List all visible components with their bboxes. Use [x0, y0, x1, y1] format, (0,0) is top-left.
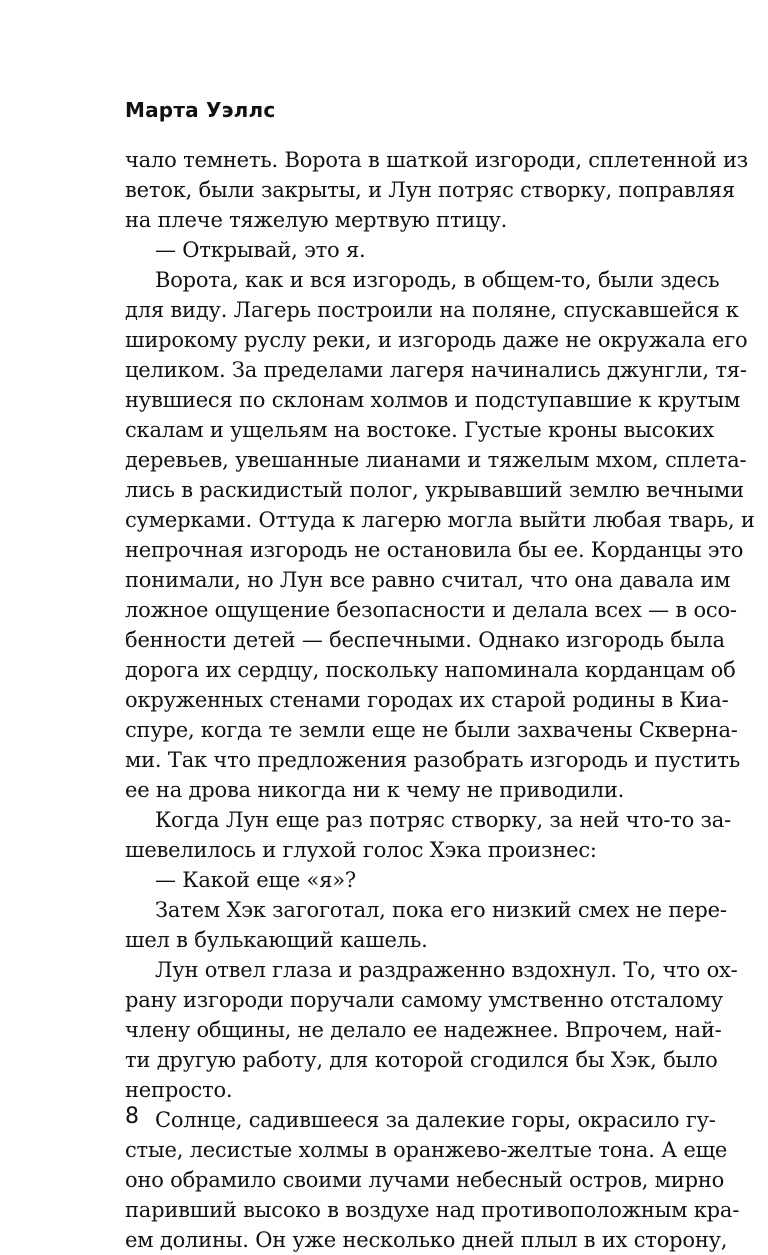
text-line: лись в раскидистый полог, укрывавший землю вечными	[125, 478, 744, 502]
text-line: непрочная изгородь не остановила бы ее. Корданцы это	[125, 538, 744, 562]
text-line: ми. Так что предложения разобрать изгородь и пустить	[125, 748, 740, 772]
text-line: рану изгороди поручали самому умственно отсталому	[125, 988, 723, 1012]
text-line: шел в булькающий кашель.	[125, 928, 428, 952]
text-line: — Какой еще «я»?	[155, 868, 356, 892]
text-line: ложное ощущение безопасности и делала всех — в осо-	[125, 598, 737, 622]
text-line: спуре, когда те земли еще не были захвачены Скверна-	[125, 718, 738, 742]
text-line: ее на дрова никогда ни к чему не приводили.	[125, 778, 625, 802]
text-line: — Открывай, это я.	[155, 238, 366, 262]
text-line: члену общины, не делало ее надежнее. Впрочем, най-	[125, 1018, 722, 1042]
text-line: оно обрамило своими лучами небесный остров, мирно	[125, 1168, 725, 1192]
text-line: чало темнеть. Ворота в шаткой изгороди, сплетенной из	[125, 148, 749, 172]
text-line: веток, были закрыты, и Лун потряс створку, поправляя	[125, 178, 735, 202]
text-line: Лун отвел глаза и раздраженно вздохнул. То, что ох-	[155, 958, 738, 982]
body-text	[125, 145, 755, 1255]
text-line: Когда Лун еще раз потряс створку, за ней что-то за-	[155, 808, 732, 832]
text-line: ти другую работу, для которой сгодился бы Хэк, было	[125, 1048, 718, 1072]
text-line: сумерками. Оттуда к лагерю могла выйти любая тварь, и	[125, 508, 755, 532]
text-line: дорога их сердцу, поскольку напоминала корданцам об	[125, 658, 736, 682]
text-line: стые, лесистые холмы в оранжево-желтые тона. А еще	[125, 1138, 728, 1162]
text-line: паривший высоко в воздухе над противоположным кра-	[125, 1198, 740, 1222]
text-line: скалам и ущельям на востоке. Густые кроны высоких	[125, 418, 715, 442]
text-line: широкому руслу реки, и изгородь даже не окружала его	[125, 328, 748, 352]
text-line: шевелилось и глухой голос Хэка произнес:	[125, 838, 597, 862]
text-line: для виду. Лагерь построили на поляне, спускавшейся к	[125, 298, 739, 322]
text-line: понимали, но Лун все равно считал, что она давала им	[125, 568, 731, 592]
text-line: окруженных стенами городах их старой родины в Киа-	[125, 688, 729, 712]
text-line: Ворота, как и вся изгородь, в общем-то, были здесь	[155, 268, 720, 292]
text-line: целиком. За пределами лагеря начинались джунгли, тя-	[125, 358, 747, 382]
text-line: деревьев, увешанные лианами и тяжелым мхом, сплета-	[125, 448, 747, 472]
text-line: бенности детей — беспечными. Однако изгородь была	[125, 628, 725, 652]
text-line: ем долины. Он уже несколько дней плыл в их сторону,	[125, 1228, 728, 1252]
running-head-author: Марта Уэллс	[125, 98, 276, 122]
text-line: Затем Хэк загоготал, пока его низкий смех не пере-	[155, 898, 727, 922]
text-line: нувшиеся по склонам холмов и подступавшие к крутым	[125, 388, 741, 412]
text-line: Солнце, садившееся за далекие горы, окрасило гу-	[155, 1108, 716, 1132]
text-line: на плече тяжелую мертвую птицу.	[125, 208, 508, 232]
text-line: непросто.	[125, 1078, 233, 1102]
page-number: 8	[125, 1104, 139, 1129]
